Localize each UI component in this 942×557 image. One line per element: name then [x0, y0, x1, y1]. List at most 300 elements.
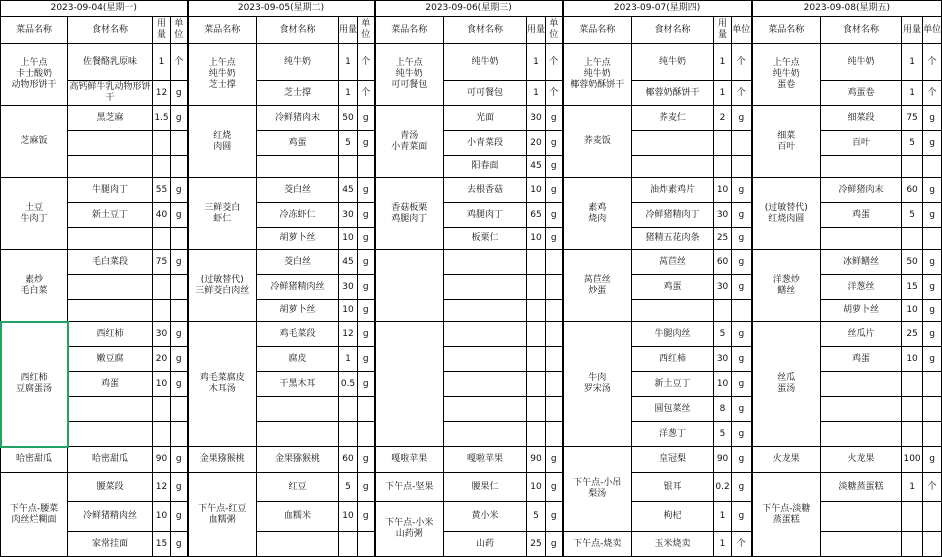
dish-cell[interactable]: 丝瓜 蛋汤 — [752, 322, 821, 447]
dish-cell[interactable]: 下午点-小米 山药粥 — [375, 502, 444, 557]
qty-cell[interactable]: 5 — [902, 131, 923, 156]
column-header-dish[interactable]: 菜品名称 — [375, 17, 444, 44]
dish-cell[interactable]: (过敏替代) 三鲜茭白肉丝 — [188, 250, 257, 322]
unit-cell[interactable]: 个 — [923, 81, 942, 106]
dish-cell[interactable]: 荞麦饭 — [563, 106, 632, 178]
qty-cell[interactable]: 45 — [527, 156, 546, 178]
ingredient-cell[interactable]: 光面 — [444, 106, 527, 131]
column-header-unit[interactable]: 单位 — [923, 17, 942, 44]
unit-cell[interactable] — [923, 397, 942, 422]
column-header-unit[interactable]: 单位 — [358, 17, 375, 44]
qty-cell[interactable]: 1 — [902, 81, 923, 106]
qty-cell[interactable]: 30 — [714, 347, 732, 372]
qty-cell[interactable]: 65 — [527, 203, 546, 228]
ingredient-cell[interactable] — [68, 397, 153, 422]
unit-cell[interactable] — [358, 422, 375, 447]
unit-cell[interactable]: g — [732, 228, 752, 250]
qty-cell[interactable] — [527, 322, 546, 347]
ingredient-cell[interactable] — [821, 532, 902, 557]
ingredient-cell[interactable]: 冷冻虾仁 — [257, 203, 339, 228]
ingredient-cell[interactable]: 牛腿肉丁 — [68, 178, 153, 203]
column-header-qty[interactable]: 用量 — [902, 17, 923, 44]
qty-cell[interactable]: 45 — [339, 178, 358, 203]
dish-cell[interactable]: 三鲜茭白 虾仁 — [188, 178, 257, 250]
qty-cell[interactable]: 25 — [527, 532, 546, 557]
ingredient-cell[interactable] — [444, 250, 527, 275]
column-header-unit[interactable]: 单位 — [546, 17, 563, 44]
unit-cell[interactable] — [546, 372, 563, 397]
qty-cell[interactable] — [902, 397, 923, 422]
dish-cell[interactable] — [375, 322, 444, 447]
dish-cell[interactable]: 素鸡 烧肉 — [563, 178, 632, 250]
qty-cell[interactable]: 90 — [153, 447, 171, 473]
ingredient-cell[interactable]: 冰鲜鳝丝 — [821, 250, 902, 275]
unit-cell[interactable]: g — [923, 203, 942, 228]
ingredient-cell[interactable]: 猪精五花肉条 — [632, 228, 714, 250]
qty-cell[interactable]: 0.5 — [339, 372, 358, 397]
unit-cell[interactable] — [546, 422, 563, 447]
ingredient-cell[interactable]: 纯牛奶 — [257, 44, 339, 81]
ingredient-cell[interactable] — [257, 422, 339, 447]
dish-cell[interactable]: 下午点-红豆 血糯粥 — [188, 473, 257, 557]
dish-cell[interactable]: 芝麻饭 — [1, 106, 68, 178]
ingredient-cell[interactable]: 油炸素鸡片 — [632, 178, 714, 203]
qty-cell[interactable]: 10 — [339, 300, 358, 322]
ingredient-cell[interactable] — [444, 322, 527, 347]
ingredient-cell[interactable]: 小青菜段 — [444, 131, 527, 156]
ingredient-cell[interactable]: 荞麦仁 — [632, 106, 714, 131]
ingredient-cell[interactable]: 嘎啦苹果 — [444, 447, 527, 473]
ingredient-cell[interactable]: 胡萝卜丝 — [257, 228, 339, 250]
column-header-dish[interactable]: 菜品名称 — [563, 17, 632, 44]
unit-cell[interactable]: 个 — [732, 44, 752, 81]
unit-cell[interactable]: g — [923, 347, 942, 372]
ingredient-cell[interactable]: 腰果仁 — [444, 473, 527, 502]
ingredient-cell[interactable]: 血糯米 — [257, 502, 339, 532]
qty-cell[interactable]: 1 — [339, 347, 358, 372]
qty-cell[interactable]: 1 — [527, 81, 546, 106]
ingredient-cell[interactable]: 圆包菜丝 — [632, 397, 714, 422]
day-header[interactable]: 2023-09-05(星期二) — [188, 1, 375, 17]
ingredient-cell[interactable]: 冷鲜猪精肉丝 — [68, 502, 153, 532]
unit-cell[interactable]: g — [546, 228, 563, 250]
unit-cell[interactable]: g — [171, 532, 188, 557]
qty-cell[interactable] — [902, 422, 923, 447]
qty-cell[interactable]: 10 — [902, 300, 923, 322]
qty-cell[interactable]: 5 — [902, 203, 923, 228]
unit-cell[interactable] — [923, 502, 942, 532]
qty-cell[interactable]: 1 — [153, 44, 171, 81]
qty-cell[interactable] — [153, 156, 171, 178]
ingredient-cell[interactable]: 红豆 — [257, 473, 339, 502]
unit-cell[interactable] — [923, 156, 942, 178]
unit-cell[interactable]: g — [358, 275, 375, 300]
unit-cell[interactable]: g — [546, 473, 563, 502]
ingredient-cell[interactable]: 鸡腿肉丁 — [444, 203, 527, 228]
qty-cell[interactable]: 10 — [714, 372, 732, 397]
dish-cell[interactable]: 上午点 纯牛奶 可可餐包 — [375, 44, 444, 106]
qty-cell[interactable] — [714, 300, 732, 322]
ingredient-cell[interactable]: 火龙果 — [821, 447, 902, 473]
unit-cell[interactable]: g — [546, 131, 563, 156]
unit-cell[interactable]: g — [358, 322, 375, 347]
unit-cell[interactable] — [732, 156, 752, 178]
ingredient-cell[interactable]: 西红柿 — [632, 347, 714, 372]
unit-cell[interactable]: g — [732, 372, 752, 397]
ingredient-cell[interactable]: 淡糖蒸蛋糕 — [821, 473, 902, 502]
ingredient-cell[interactable] — [68, 275, 153, 300]
qty-cell[interactable]: 60 — [714, 250, 732, 275]
dish-cell[interactable]: 下午点-坚果 — [375, 473, 444, 502]
unit-cell[interactable]: g — [732, 447, 752, 473]
dish-cell[interactable]: 青汤 小青菜面 — [375, 106, 444, 178]
unit-cell[interactable]: g — [732, 203, 752, 228]
unit-cell[interactable]: g — [171, 106, 188, 131]
unit-cell[interactable]: 个 — [358, 81, 375, 106]
qty-cell[interactable]: 5 — [339, 131, 358, 156]
unit-cell[interactable] — [358, 156, 375, 178]
unit-cell[interactable]: g — [732, 178, 752, 203]
unit-cell[interactable]: 个 — [171, 44, 188, 81]
dish-cell[interactable]: 西红柿 豆腐蛋汤 — [1, 322, 68, 447]
ingredient-cell[interactable]: 胡萝卜丝 — [257, 300, 339, 322]
unit-cell[interactable]: g — [546, 447, 563, 473]
unit-cell[interactable]: 个 — [546, 81, 563, 106]
unit-cell[interactable] — [171, 228, 188, 250]
unit-cell[interactable]: g — [923, 300, 942, 322]
ingredient-cell[interactable]: 新土豆丁 — [632, 372, 714, 397]
unit-cell[interactable]: g — [358, 502, 375, 532]
unit-cell[interactable]: g — [171, 250, 188, 275]
ingredient-cell[interactable]: 丝瓜片 — [821, 322, 902, 347]
qty-cell[interactable] — [153, 228, 171, 250]
qty-cell[interactable]: 2 — [714, 106, 732, 131]
qty-cell[interactable]: 30 — [714, 275, 732, 300]
dish-cell[interactable]: 牛肉 罗宋汤 — [563, 322, 632, 447]
ingredient-cell[interactable]: 干黑木耳 — [257, 372, 339, 397]
qty-cell[interactable]: 90 — [714, 447, 732, 473]
qty-cell[interactable]: 75 — [153, 250, 171, 275]
ingredient-cell[interactable]: 冷鲜猪精肉丁 — [632, 203, 714, 228]
qty-cell[interactable] — [153, 422, 171, 447]
qty-cell[interactable]: 55 — [153, 178, 171, 203]
column-header-dish[interactable]: 菜品名称 — [188, 17, 257, 44]
qty-cell[interactable]: 8 — [714, 397, 732, 422]
qty-cell[interactable]: 12 — [153, 473, 171, 502]
unit-cell[interactable] — [923, 372, 942, 397]
unit-cell[interactable]: g — [358, 131, 375, 156]
unit-cell[interactable]: 个 — [923, 473, 942, 502]
ingredient-cell[interactable]: 腐皮 — [257, 347, 339, 372]
ingredient-cell[interactable] — [68, 131, 153, 156]
ingredient-cell[interactable] — [632, 131, 714, 156]
unit-cell[interactable] — [546, 397, 563, 422]
unit-cell[interactable] — [923, 532, 942, 557]
column-header-qty[interactable]: 用量 — [527, 17, 546, 44]
dish-cell[interactable]: 下午点-腰菜 肉丝烂糊面 — [1, 473, 68, 557]
dish-cell[interactable]: 下午点-烧卖 — [563, 532, 632, 557]
ingredient-cell[interactable]: 茭白丝 — [257, 250, 339, 275]
ingredient-cell[interactable] — [444, 372, 527, 397]
column-header-ingredient[interactable]: 食材名称 — [68, 17, 153, 44]
ingredient-cell[interactable]: 鸡蛋 — [632, 275, 714, 300]
qty-cell[interactable] — [902, 228, 923, 250]
column-header-qty[interactable]: 用量 — [153, 17, 171, 44]
ingredient-cell[interactable]: 银耳 — [632, 473, 714, 502]
unit-cell[interactable] — [171, 300, 188, 322]
ingredient-cell[interactable] — [632, 156, 714, 178]
dish-cell[interactable]: 嘎啦苹果 — [375, 447, 444, 473]
unit-cell[interactable]: g — [923, 250, 942, 275]
ingredient-cell[interactable]: 冷鲜猪肉末 — [257, 106, 339, 131]
ingredient-cell[interactable] — [821, 156, 902, 178]
unit-cell[interactable]: 个 — [923, 44, 942, 81]
qty-cell[interactable]: 30 — [339, 275, 358, 300]
ingredient-cell[interactable]: 纯牛奶 — [632, 44, 714, 81]
ingredient-cell[interactable] — [68, 422, 153, 447]
ingredient-cell[interactable]: 新土豆丁 — [68, 203, 153, 228]
unit-cell[interactable]: g — [923, 322, 942, 347]
ingredient-cell[interactable] — [257, 397, 339, 422]
unit-cell[interactable] — [923, 228, 942, 250]
dish-cell[interactable]: 上午点 纯牛奶 蛋卷 — [752, 44, 821, 106]
day-header[interactable]: 2023-09-08(星期五) — [752, 1, 942, 17]
unit-cell[interactable]: g — [171, 81, 188, 106]
qty-cell[interactable]: 30 — [527, 106, 546, 131]
unit-cell[interactable]: g — [546, 502, 563, 532]
qty-cell[interactable]: 75 — [902, 106, 923, 131]
unit-cell[interactable]: g — [358, 473, 375, 502]
dish-cell[interactable]: 香菇板栗 鸡腿肉丁 — [375, 178, 444, 250]
qty-cell[interactable]: 10 — [527, 228, 546, 250]
ingredient-cell[interactable] — [68, 228, 153, 250]
qty-cell[interactable] — [339, 532, 358, 557]
ingredient-cell[interactable]: 去根香菇 — [444, 178, 527, 203]
unit-cell[interactable]: g — [358, 347, 375, 372]
unit-cell[interactable]: g — [358, 178, 375, 203]
qty-cell[interactable] — [902, 156, 923, 178]
qty-cell[interactable]: 1 — [714, 44, 732, 81]
qty-cell[interactable]: 40 — [153, 203, 171, 228]
unit-cell[interactable] — [171, 131, 188, 156]
unit-cell[interactable]: g — [171, 502, 188, 532]
unit-cell[interactable]: g — [732, 397, 752, 422]
qty-cell[interactable]: 1 — [339, 81, 358, 106]
qty-cell[interactable]: 10 — [153, 372, 171, 397]
unit-cell[interactable]: g — [358, 228, 375, 250]
unit-cell[interactable]: g — [358, 250, 375, 275]
column-header-ingredient[interactable]: 食材名称 — [257, 17, 339, 44]
qty-cell[interactable]: 1 — [714, 81, 732, 106]
unit-cell[interactable] — [546, 322, 563, 347]
ingredient-cell[interactable]: 纯牛奶 — [821, 44, 902, 81]
unit-cell[interactable] — [546, 347, 563, 372]
ingredient-cell[interactable]: 胡萝卜丝 — [821, 300, 902, 322]
ingredient-cell[interactable]: 百叶 — [821, 131, 902, 156]
ingredient-cell[interactable]: 洋葱丝 — [821, 275, 902, 300]
qty-cell[interactable] — [714, 131, 732, 156]
ingredient-cell[interactable]: 鸡蛋 — [821, 203, 902, 228]
ingredient-cell[interactable]: 冷鲜猪精肉丝 — [257, 275, 339, 300]
unit-cell[interactable] — [358, 532, 375, 557]
unit-cell[interactable]: g — [732, 502, 752, 532]
qty-cell[interactable] — [527, 422, 546, 447]
qty-cell[interactable]: 50 — [339, 106, 358, 131]
ingredient-cell[interactable]: 茭白丝 — [257, 178, 339, 203]
unit-cell[interactable] — [546, 300, 563, 322]
ingredient-cell[interactable] — [444, 397, 527, 422]
qty-cell[interactable]: 20 — [527, 131, 546, 156]
ingredient-cell[interactable]: 鸡蛋 — [68, 372, 153, 397]
ingredient-cell[interactable]: 细菜段 — [821, 106, 902, 131]
unit-cell[interactable]: 个 — [732, 532, 752, 557]
dish-cell[interactable]: 细菜 百叶 — [752, 106, 821, 178]
dish-cell[interactable]: 上午点 纯牛奶 椰蓉奶酥饼干 — [563, 44, 632, 106]
ingredient-cell[interactable]: 牛腿肉丝 — [632, 322, 714, 347]
unit-cell[interactable]: g — [732, 473, 752, 502]
unit-cell[interactable]: g — [546, 203, 563, 228]
unit-cell[interactable]: 个 — [358, 44, 375, 81]
unit-cell[interactable] — [171, 397, 188, 422]
dish-cell[interactable]: 下午点-淡糖 蒸蛋糕 — [752, 473, 821, 557]
qty-cell[interactable] — [339, 422, 358, 447]
qty-cell[interactable]: 30 — [153, 322, 171, 347]
qty-cell[interactable] — [902, 502, 923, 532]
dish-cell[interactable]: (过敏替代) 红烧肉圆 — [752, 178, 821, 250]
qty-cell[interactable]: 10 — [527, 473, 546, 502]
ingredient-cell[interactable]: 西红柿 — [68, 322, 153, 347]
unit-cell[interactable] — [358, 397, 375, 422]
ingredient-cell[interactable] — [821, 397, 902, 422]
ingredient-cell[interactable]: 鸡蛋 — [821, 347, 902, 372]
ingredient-cell[interactable]: 椰蓉奶酥饼干 — [632, 81, 714, 106]
qty-cell[interactable]: 25 — [902, 322, 923, 347]
qty-cell[interactable]: 25 — [714, 228, 732, 250]
ingredient-cell[interactable]: 高钙鲜牛乳动物形饼干 — [68, 81, 153, 106]
qty-cell[interactable]: 10 — [527, 178, 546, 203]
ingredient-cell[interactable]: 佐餐酪乳原味 — [68, 44, 153, 81]
unit-cell[interactable] — [546, 250, 563, 275]
unit-cell[interactable]: 个 — [546, 44, 563, 81]
qty-cell[interactable] — [153, 397, 171, 422]
unit-cell[interactable]: g — [732, 322, 752, 347]
ingredient-cell[interactable]: 黑芝麻 — [68, 106, 153, 131]
unit-cell[interactable]: g — [923, 275, 942, 300]
unit-cell[interactable]: g — [358, 106, 375, 131]
column-header-ingredient[interactable]: 食材名称 — [632, 17, 714, 44]
ingredient-cell[interactable]: 洋葱丁 — [632, 422, 714, 447]
qty-cell[interactable] — [902, 372, 923, 397]
qty-cell[interactable]: 1 — [339, 44, 358, 81]
unit-cell[interactable]: g — [171, 178, 188, 203]
ingredient-cell[interactable] — [68, 300, 153, 322]
qty-cell[interactable]: 1 — [527, 44, 546, 81]
unit-cell[interactable]: g — [171, 372, 188, 397]
unit-cell[interactable]: g — [358, 372, 375, 397]
unit-cell[interactable]: g — [732, 422, 752, 447]
qty-cell[interactable]: 10 — [714, 178, 732, 203]
ingredient-cell[interactable] — [444, 347, 527, 372]
column-header-ingredient[interactable]: 食材名称 — [821, 17, 902, 44]
column-header-unit[interactable]: 单位 — [171, 17, 188, 44]
ingredient-cell[interactable] — [257, 156, 339, 178]
qty-cell[interactable] — [527, 300, 546, 322]
ingredient-cell[interactable] — [632, 300, 714, 322]
dish-cell[interactable] — [375, 250, 444, 322]
unit-cell[interactable]: g — [732, 250, 752, 275]
unit-cell[interactable]: g — [546, 532, 563, 557]
ingredient-cell[interactable]: 毛白菜段 — [68, 250, 153, 275]
unit-cell[interactable]: g — [546, 156, 563, 178]
ingredient-cell[interactable]: 芝士撑 — [257, 81, 339, 106]
ingredient-cell[interactable]: 皇冠梨 — [632, 447, 714, 473]
unit-cell[interactable] — [171, 422, 188, 447]
qty-cell[interactable] — [153, 275, 171, 300]
ingredient-cell[interactable]: 哈密甜瓜 — [68, 447, 153, 473]
ingredient-cell[interactable] — [444, 422, 527, 447]
qty-cell[interactable]: 1.5 — [153, 106, 171, 131]
unit-cell[interactable]: g — [923, 106, 942, 131]
qty-cell[interactable]: 5 — [714, 322, 732, 347]
ingredient-cell[interactable]: 腰菜段 — [68, 473, 153, 502]
dish-cell[interactable]: 火龙果 — [752, 447, 821, 473]
unit-cell[interactable]: g — [171, 347, 188, 372]
qty-cell[interactable]: 60 — [339, 447, 358, 473]
qty-cell[interactable] — [527, 347, 546, 372]
dish-cell[interactable]: 下午点-小吊 梨汤 — [563, 447, 632, 532]
column-header-qty[interactable]: 用量 — [339, 17, 358, 44]
unit-cell[interactable] — [732, 131, 752, 156]
qty-cell[interactable]: 10 — [153, 502, 171, 532]
qty-cell[interactable] — [527, 250, 546, 275]
unit-cell[interactable]: g — [732, 275, 752, 300]
qty-cell[interactable] — [527, 275, 546, 300]
ingredient-cell[interactable]: 枸杞 — [632, 502, 714, 532]
qty-cell[interactable]: 90 — [527, 447, 546, 473]
unit-cell[interactable]: g — [358, 447, 375, 473]
dish-cell[interactable]: 红烧 肉圆 — [188, 106, 257, 178]
ingredient-cell[interactable]: 可可餐包 — [444, 81, 527, 106]
unit-cell[interactable]: g — [358, 300, 375, 322]
qty-cell[interactable]: 5 — [527, 502, 546, 532]
ingredient-cell[interactable]: 鸡蛋卷 — [821, 81, 902, 106]
unit-cell[interactable]: g — [923, 447, 942, 473]
ingredient-cell[interactable] — [444, 300, 527, 322]
qty-cell[interactable]: 12 — [153, 81, 171, 106]
qty-cell[interactable]: 50 — [902, 250, 923, 275]
unit-cell[interactable]: g — [923, 131, 942, 156]
qty-cell[interactable]: 5 — [714, 422, 732, 447]
qty-cell[interactable] — [527, 372, 546, 397]
qty-cell[interactable] — [339, 156, 358, 178]
ingredient-cell[interactable]: 板栗仁 — [444, 228, 527, 250]
qty-cell[interactable] — [714, 156, 732, 178]
unit-cell[interactable] — [732, 300, 752, 322]
unit-cell[interactable]: g — [171, 203, 188, 228]
dish-cell[interactable]: 金果猕猴桃 — [188, 447, 257, 473]
ingredient-cell[interactable]: 鸡毛菜段 — [257, 322, 339, 347]
qty-cell[interactable] — [153, 300, 171, 322]
qty-cell[interactable]: 15 — [902, 275, 923, 300]
qty-cell[interactable]: 10 — [339, 228, 358, 250]
qty-cell[interactable] — [339, 397, 358, 422]
ingredient-cell[interactable]: 玉米烧卖 — [632, 532, 714, 557]
dish-cell[interactable]: 素炒 毛白菜 — [1, 250, 68, 322]
unit-cell[interactable]: g — [171, 447, 188, 473]
day-header[interactable]: 2023-09-04(星期一) — [1, 1, 188, 17]
ingredient-cell[interactable] — [821, 502, 902, 532]
ingredient-cell[interactable]: 金果猕猴桃 — [257, 447, 339, 473]
